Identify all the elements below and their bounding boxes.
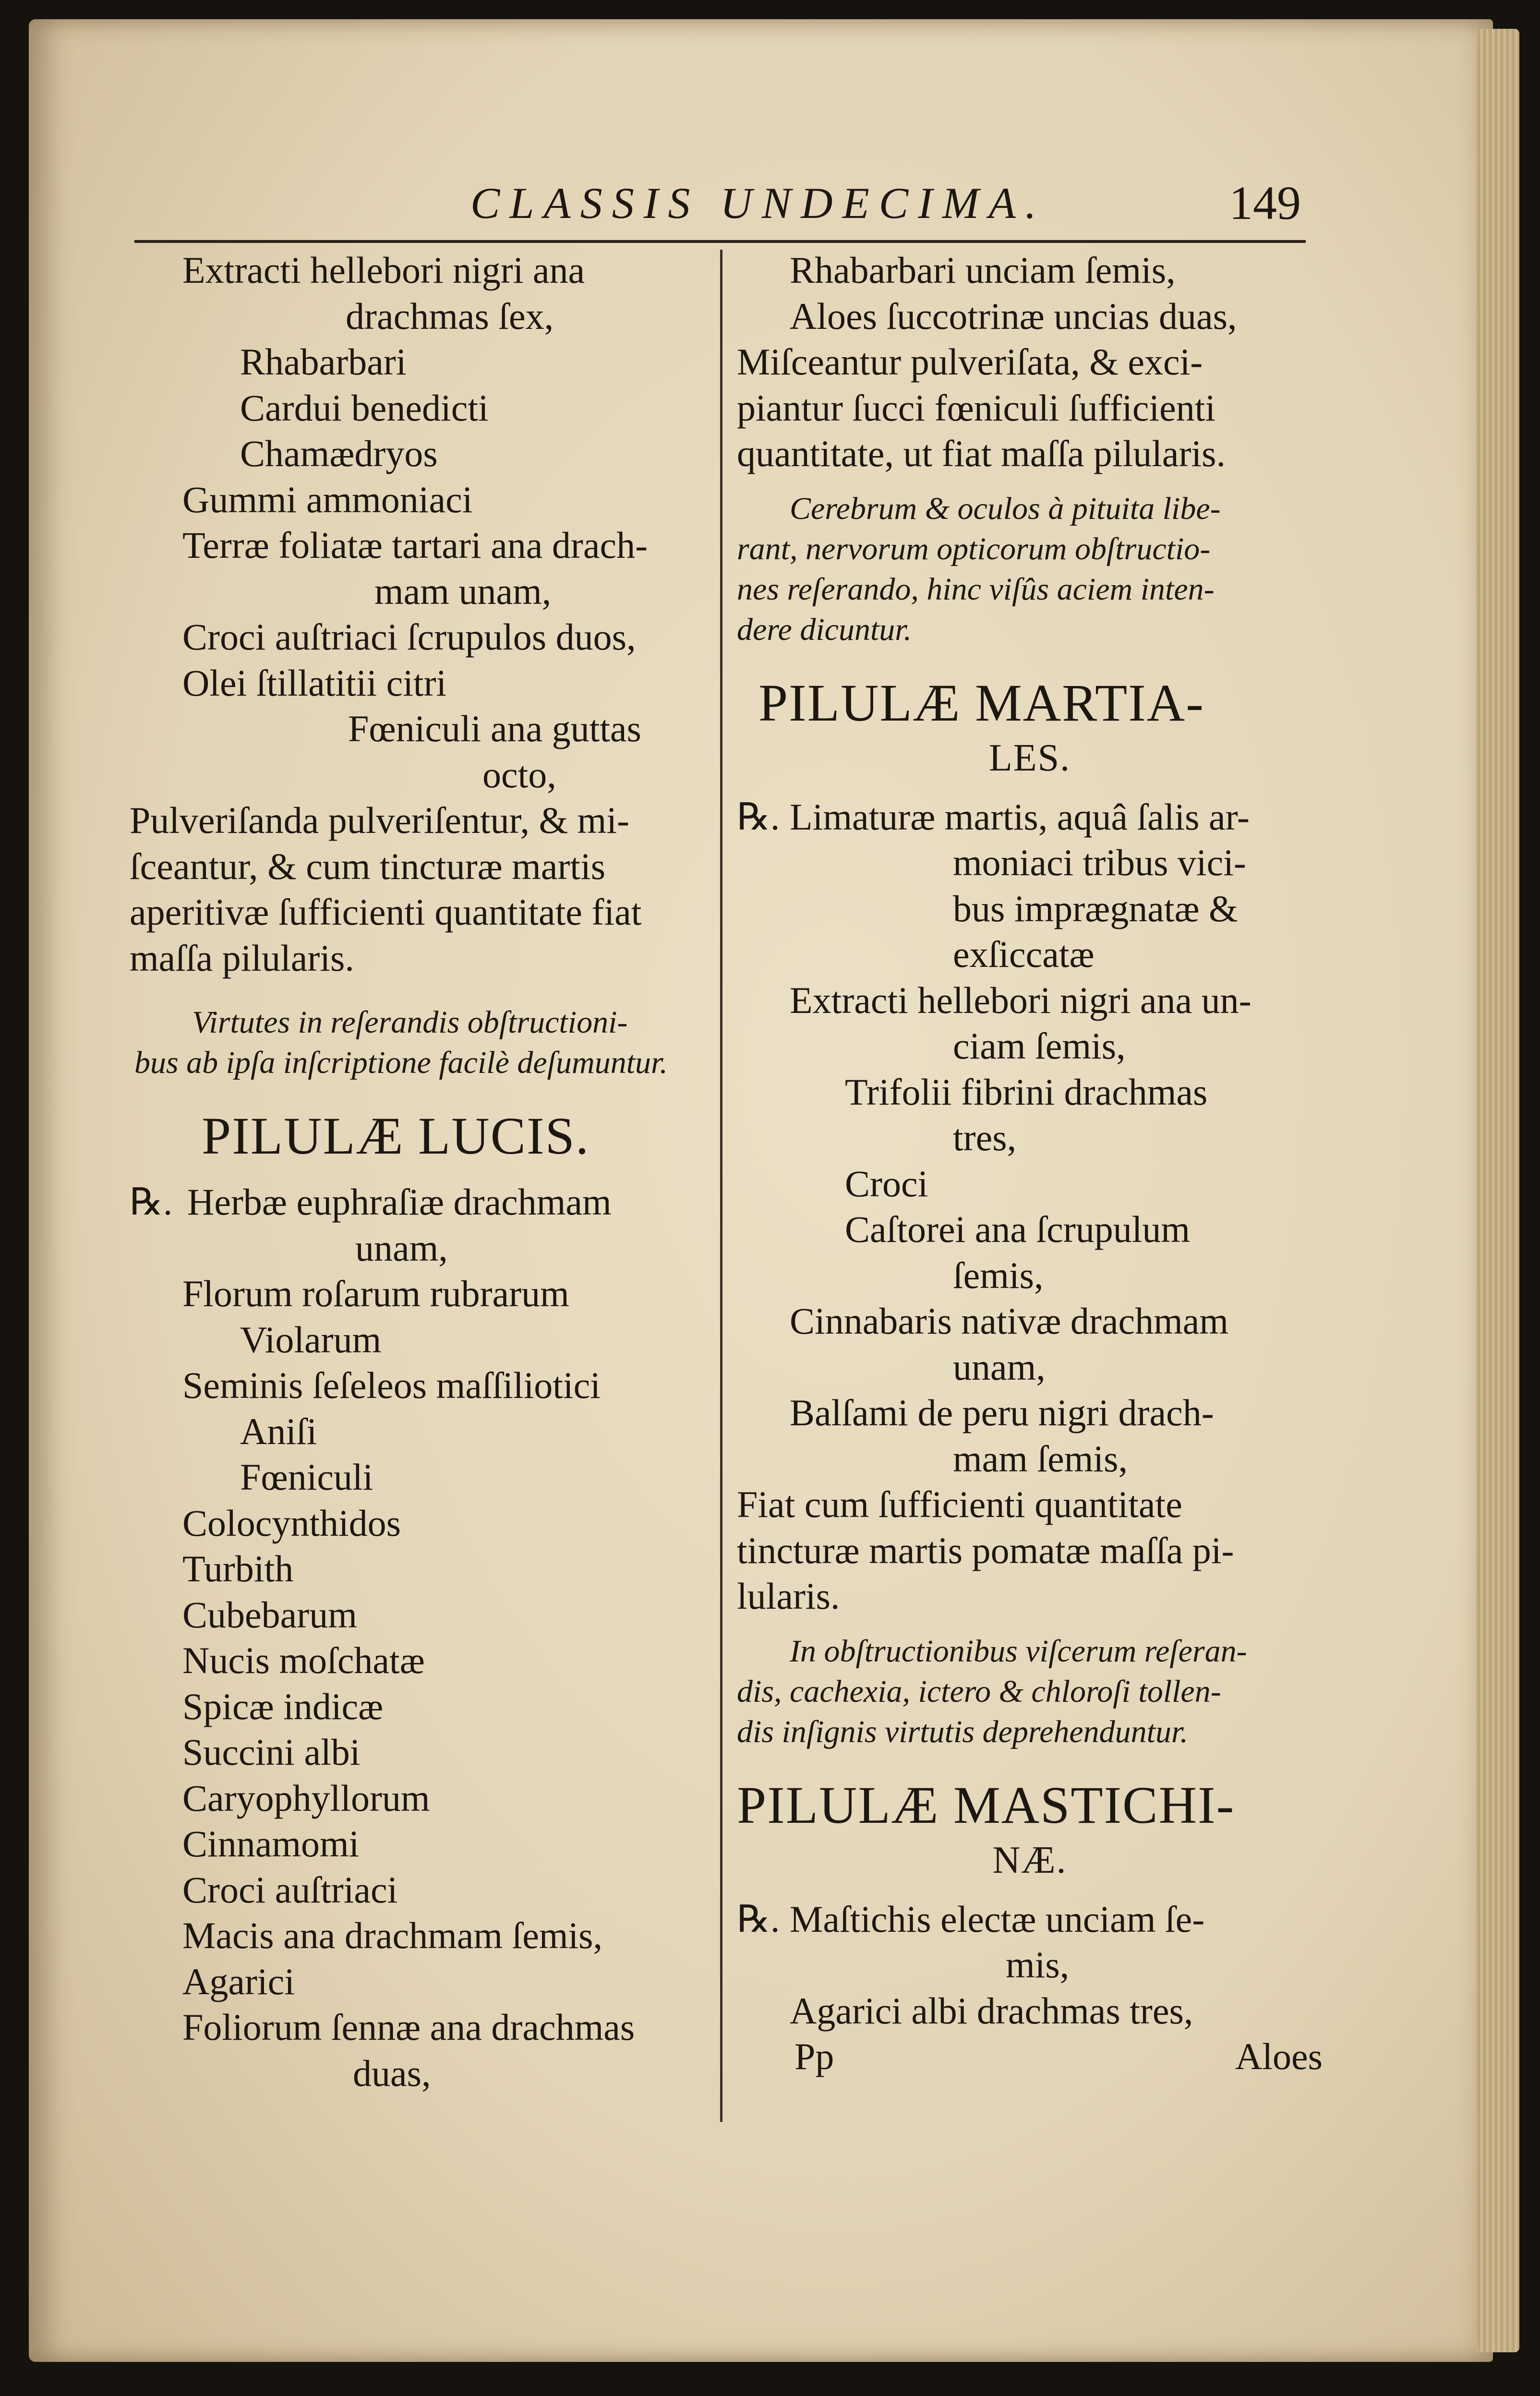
text-line: Cardui benedicti: [240, 386, 489, 429]
text-line: Miſceantur pulveriſata, & exci-: [737, 341, 1203, 383]
text-line: Cinnabaris nativæ drachmam: [790, 1300, 1229, 1342]
section-heading: PILULÆ LUCIS.: [202, 1107, 590, 1165]
text-line: Violarum: [240, 1318, 382, 1361]
text-line: Balſami de peru nigri drach-: [790, 1392, 1214, 1433]
right-column: [737, 247, 1323, 2080]
text-line: ſceantur, & cum tincturæ martis: [130, 845, 606, 887]
text-line: unam,: [953, 1346, 1046, 1388]
italic-note: nes reſerando, hinc viſûs aciem inten-: [737, 571, 1215, 607]
section-heading-cont: LES.: [988, 736, 1071, 779]
text-line: Extracti hellebori nigri ana un-: [790, 979, 1251, 1021]
text-line: Trifolii fibrini drachmas: [845, 1071, 1208, 1113]
text-line: Caſtorei ana ſcrupulum: [845, 1208, 1191, 1250]
text-line: Terræ foliatæ tartari ana drach-: [182, 524, 648, 566]
text-line: drachmas ſex,: [346, 295, 554, 337]
section-heading: PILULÆ MASTICHI-: [737, 1775, 1235, 1834]
text-line: Colocynthidos: [182, 1502, 401, 1544]
catchword: Aloes: [1235, 2035, 1323, 2077]
text-line: Rhabarbari: [240, 341, 407, 383]
text-line: duas,: [353, 2052, 431, 2094]
text-line: quantitate, ut fiat maſſa pilularis.: [737, 433, 1226, 474]
text-line: Cinnamomi: [182, 1823, 360, 1865]
italic-note: In obſtructionibus viſcerum reſeran-: [790, 1633, 1247, 1669]
page-footer: [737, 2034, 1323, 2080]
section-heading-cont: NÆ.: [992, 1839, 1067, 1881]
running-title: CLASSIS UNDECIMA.: [470, 179, 1046, 228]
section-heading: PILULÆ MARTIA-: [758, 673, 1204, 732]
text-line: Nucis moſchatæ: [182, 1639, 425, 1681]
text-line: aperitivæ ſufficienti quantitate fiat: [130, 891, 642, 933]
recipe-symbol: ℞.: [737, 795, 780, 838]
italic-note: dis, cachexia, ictero & chloroſi tollen-: [737, 1674, 1221, 1709]
text-line: Agarici albi drachmas tres,: [790, 1989, 1193, 2032]
page-header: [134, 168, 1306, 243]
signature-mark: Pp: [794, 2035, 834, 2077]
text-line: Rhabarbari unciam ſemis,: [790, 249, 1176, 291]
text-line: Cubebarum: [182, 1593, 357, 1636]
text-line: mam ſemis,: [953, 1437, 1128, 1480]
text-line: Fœniculi: [240, 1456, 373, 1498]
text-line: mam unam,: [374, 570, 552, 612]
italic-note: Virtutes in reſerandis obſtructioni-: [192, 1005, 628, 1040]
text-line: Croci auſtriaci ſcrupulos duos,: [182, 616, 636, 658]
text-line: Caryophyllorum: [182, 1777, 430, 1819]
text-line: Fœniculi ana guttas: [348, 708, 641, 749]
text-line: Maſtichis electæ unciam ſe-: [790, 1898, 1205, 1940]
text-line: Turbith: [182, 1548, 294, 1589]
text-line: Croci: [845, 1162, 928, 1204]
text-line: tres,: [953, 1117, 1017, 1158]
italic-note: dis inſignis virtutis deprehenduntur.: [737, 1714, 1188, 1749]
text-line: piantur ſucci fœniculi ſufficienti: [737, 386, 1216, 429]
text-line: maſſa pilularis.: [130, 937, 354, 979]
text-line: ſemis,: [953, 1254, 1044, 1296]
text-line: Spicæ indicæ: [182, 1685, 384, 1727]
italic-note: dere dicuntur.: [737, 612, 912, 647]
text-line: Pulveriſanda pulveriſentur, & mi-: [130, 799, 629, 841]
text-line: Macis ana drachmam ſemis,: [182, 1914, 603, 1956]
text-line: unam,: [355, 1227, 448, 1269]
text-line: Agarici: [182, 1960, 295, 2002]
text-line: Aloes ſuccotrinæ uncias duas,: [790, 295, 1237, 337]
text-line: Foliorum ſennæ ana drachmas: [182, 2006, 635, 2048]
text-line: Florum roſarum rubrarum: [182, 1273, 569, 1314]
text-line: tincturæ martis pomatæ maſſa pi-: [737, 1529, 1234, 1571]
text-line: mis,: [1006, 1944, 1070, 1986]
text-line: Chamædryos: [240, 433, 438, 474]
text-line: Succini albi: [182, 1731, 361, 1773]
italic-note: bus ab ipſa inſcriptione facilè deſumuntur.: [134, 1045, 668, 1080]
text-line: Fiat cum ſufficienti quantitate: [737, 1483, 1182, 1525]
italic-note: Cerebrum & oculos à pituita libe-: [790, 491, 1221, 526]
left-column: [130, 247, 773, 2096]
recipe-symbol: ℞.: [130, 1181, 173, 1223]
text-line: Extracti hellebori nigri ana: [182, 249, 585, 291]
recipe-symbol: ℞.: [737, 1898, 780, 1940]
text-line: bus imprægnatæ &: [953, 887, 1238, 929]
text-line: Limaturæ martis, aquâ ſalis ar-: [790, 795, 1250, 838]
text-line: Aniſi: [240, 1410, 317, 1452]
text-line: Gummi ammoniaci: [182, 478, 473, 520]
text-line: Croci auſtriaci: [182, 1868, 398, 1911]
text-line: exſiccatæ: [953, 933, 1095, 975]
text-line: Olei ſtillatitii citri: [182, 662, 447, 704]
page-number: 149: [1229, 176, 1301, 229]
text-line: Herbæ euphraſiæ drachmam: [187, 1181, 612, 1223]
italic-note: rant, nervorum opticorum obſtructio-: [737, 531, 1211, 566]
text-line: ciam ſemis,: [953, 1025, 1126, 1067]
text-line: lularis.: [737, 1575, 840, 1617]
text-line: octo,: [482, 753, 556, 795]
text-line: Seminis ſeſeleos maſſiliotici: [182, 1364, 601, 1406]
text-line: moniaci tribus vici-: [953, 842, 1246, 883]
